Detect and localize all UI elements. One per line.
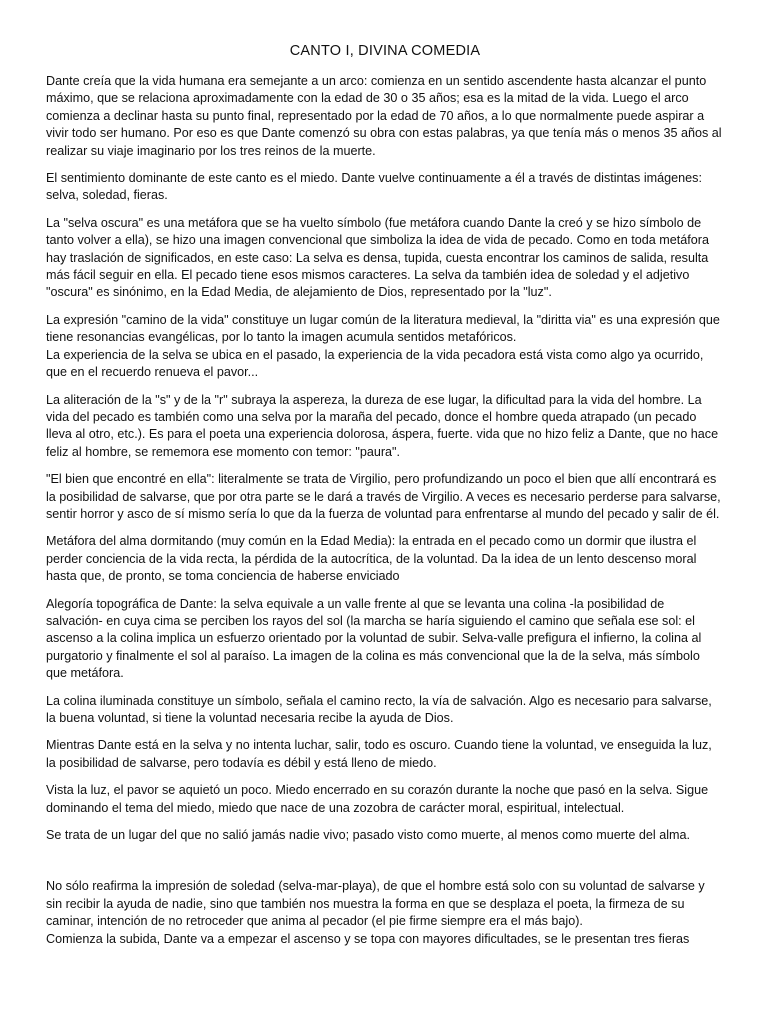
paragraph-colina-iluminada: La colina iluminada constituye un símbolo, señala el camino recto, la vía de salvación. Algo es necesario para salvarse, la buena voluntad, si tiene la voluntad necesaria recibe la ayuda de Dios. xyxy=(46,693,712,725)
paragraph-mientras-dante: Mientras Dante está en la selva y no intenta luchar, salir, todo es oscuro. Cuando tiene la voluntad, ve enseguida la luz, la posibilidad de salvarse, pero todavía es débil y está lleno de miedo. xyxy=(46,738,712,770)
paragraph-vista-la-luz: Vista la luz, el pavor se aquietó un poco. Miedo encerrado en su corazón durante la noche que pasó en la selva. Sigue dominando el tema del miedo, miedo que nace de una zozobra de carácter moral, espiritual, intelectual. xyxy=(46,783,709,815)
blank-line xyxy=(46,854,724,878)
paragraph-arco: Dante creía que la vida humana era semejante a un arco: comienza en un sentido ascendente hasta alcanzar el punto máximo, que se relaciona aproximadamente con la edad de 30 o 35 años; esa es la mitad de la vida. Luego el arco comienza a declinar hasta su punto final, representado por la edad de 70 años, a lo que normalmente puede aspirar a vivir todo ser humano. Por eso es que Dante comenzó su obra con estas palabras, ya que tenía más o menos 35 años al realizar su viaje imaginario por los tres reinos de la muerte. xyxy=(46,74,722,158)
paragraph-lugar-sin-salida: Se trata de un lugar del que no salió jamás nadie vivo; pasado visto como muerte, al menos como muerte del alma. xyxy=(46,828,691,843)
paragraph-miedo: El sentimiento dominante de este canto es el miedo. Dante vuelve continuamente a él a través de distintas imágenes: selva, soledad, fieras. xyxy=(46,171,702,203)
document-title: CANTO I, DIVINA COMEDIA xyxy=(289,43,481,59)
paragraph-selva-oscura: La "selva oscura" es una metáfora que se ha vuelto símbolo (fue metáfora cuando Dante la creó y se hizo símbolo de tanto volver a ella), se hizo una imagen convencional que simboliza la idea de vida de pecado. Como en toda metáfora hay traslación de significados, en este caso: La selva es densa, tupida, cuesta encontrar los caminos de salida, resulta más fácil seguir en ella. El pecado tiene esos mismos caracteres. La selva da también idea de soledad y el adjetivo "oscura" es sinónimo, en la Edad Media, de alejamiento de Dios, representado por la "luz". xyxy=(46,215,709,300)
paragraph-subida: Comienza la subida, Dante va a empezar el ascenso y se topa con mayores dificultades, se le presentan tres fieras xyxy=(46,931,690,946)
paragraph-el-bien: "El bien que encontré en ella": literalmente se trata de Virgilio, pero profundizando un poco el bien que allí encontrará es la posibilidad de salvarse, que por otra parte se le dará a través de Virgilio. A veces es necesario perderse para salvarse, sentir horror y asco de sí mismo sería lo que da la fuerza de voluntad para enfrentarse al mundo del pecado y salir de él. xyxy=(46,472,721,521)
paragraph-alegoria-topografica: Alegoría topográfica de Dante: la selva equivale a un valle frente al que se levanta una colina -la posibilidad de salvación- en cuya cima se perciben los rayos del sol (la marcha se haría siguiendo el camino que señala ese sol: el ascenso a la colina implica un esfuerzo orientado por la voluntad de subir. Selva-valle prefigura el infierno, la colina al purgatorio y finalmente el sol al paraíso. La imagen de la colina es más convencional que la de la selva, más símbolo que metáfora. xyxy=(46,596,702,681)
paragraph-soledad: No sólo reafirma la impresión de soledad (selva-mar-playa), de que el hombre está solo con su voluntad de salvarse y sin recibir la ayuda de nadie, sino que también nos muestra la forma en que se desplaza el poeta, la firmeza de su caminar, intención de no retroceder que anima al pecador (el pie firme siempre era el más bajo). xyxy=(46,879,705,929)
paragraph-alma-dormitando: Metáfora del alma dormitando (muy común en la Edad Media): la entrada en el pecado como un dormir que ilustra el perder conciencia de la vida recta, la pérdida de la autocrítica, de la voluntad. Da la idea de un lento descenso moral hasta que, de pronto, se toma conciencia de haberse enviciado xyxy=(46,534,697,584)
paragraph-experiencia-selva: La experiencia de la selva se ubica en el pasado, la experiencia de la vida pecadora está vista como algo ya ocurrido, que en el recuerdo renueva el pavor... xyxy=(46,347,704,380)
paragraph-camino-de-la-vida: La expresión "camino de la vida" constituye un lugar común de la literatura medieval, la "diritta via" es una expresión que tiene resonancias evangélicas, por lo tanto la imagen acumula sentidos metafóricos. xyxy=(46,312,720,345)
paragraph-aliteracion: La aliteración de la "s" y de la "r" subraya la aspereza, la dureza de ese lugar, la dificultad para la vida del hombre. La vida del pecado es también como una selva por la maraña del pecado, donce el hombre queda atrapado (un pecado lleva al otro, etc.). Es para el poeta una experiencia dolorosa, áspera, fuerte. vida que no hizo feliz a Dante, que no hace feliz al hombre, se rememora ese momento con temor: "paura". xyxy=(46,392,719,459)
